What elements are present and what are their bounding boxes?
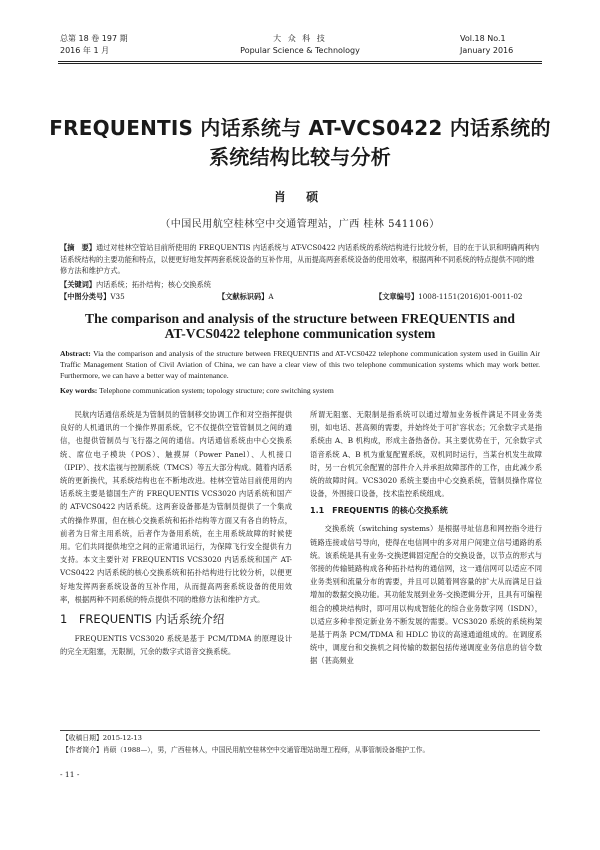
subsection-1-1-heading: 1.1 FREQUENTIS 的核心交换系统 [310, 506, 448, 516]
english-title-line2: AT-VCS0422 telephone communication system [164, 326, 436, 341]
clc-number [60, 292, 125, 302]
doc-code-value: A [268, 292, 274, 301]
doc-code [218, 292, 274, 302]
keywords-en-label: Key words: [60, 386, 98, 395]
keywords-en [60, 385, 540, 396]
author-bio-text: 肖硕（1988—），男，广西桂林人，中国民用航空桂林空中交通管理站助理工程师，从事管制设备维护工作。 [102, 746, 430, 754]
author-affiliation: （中国民用航空桂林空中交通管理站，广西 桂林 541106） [160, 219, 440, 230]
author-bio-label: 【作者简介】 [62, 746, 103, 754]
english-title-line1: The comparison and analysis of the structure between FREQUENTIS and [85, 311, 515, 326]
received-date [62, 733, 142, 744]
redundancy-paragraph: 所谓无阻塞、无限制是指系统可以通过增加业务板件满足不同业务类别，如电话、甚高频的需要，并始终处于可扩容状态；冗余数字式是指系统由 A、B 机构成，形成主备热备份。其主要优势在于，冗余数字式语音系统 A、B 机为重复配置系统，双机同时运行，当某台机发生故障时，另一台机冗余配置的部件介入并承担故障部件的工作，由此减少系统的故障时间。VCS3020 系统主要由中心交换系统，管制员操作席位设备，外围接口设备，技术监控系统组成。 [310, 410, 542, 499]
received-value: 2015-12-13 [102, 734, 142, 742]
author-name: 肖 硕 [273, 190, 327, 204]
author-bio [62, 745, 540, 756]
article-number-label: 【文章编号】 [375, 292, 419, 301]
received-label: 【收稿日期】 [62, 734, 103, 742]
header-rule-thin [58, 63, 542, 64]
section-1-heading: 1 FREQUENTIS 内话系统介绍 [60, 612, 225, 627]
paper-title-line1: FREQUENTIS 内话系统与 AT-VCS0422 内话系统的 [49, 116, 551, 140]
keywords-cn [60, 279, 540, 291]
keywords-en-text: Telephone communication system; topology structure; core switching system [99, 386, 334, 395]
article-number-value: 1008-1151(2016)01-0011-02 [418, 292, 523, 301]
intro-paragraph: 民航内话通信系统是为管制员的管制移交协调工作和对空指挥提供良好的人机通讯的一个操作界面系统，它不仅提供空管管制员之间的通信，也提供管制员与飞行器之间的通信。内话通信系统由中心交换系统、席位电子模块（POS）、触摸屏（Power Panel）、人机接口（IPIP）、技术监视与控制系统（TMCS）等五大部分构成。随着内话系统的更新换代，其系统结构也在不断地改进。桂林空管站目前使用的内话系统主要是德国生产的 FREQUENTIS VCS3020 内话系统和国产的 AT-VCS0422 内话系统。这两套设备都是为管制员提供了一个集成式的操作界面，但在核心交换系统和拓扑结构等方面又有各自的特点，前者为日常主用系统，后者作为备用系统，在主用系统故障的时候使用。它们共同提供地空之间的正常通讯运行，为保障飞行安全提供有力支持。本文主要针对 FREQUENTIS VCS3020 内话系统和国产 AT-VCS0422 内话系统的核心交换系统和拓扑结构进行比较分析，以便更好地发挥两套系统设备的互补作用，从而提高两套系统设备的使用效率，根据两种不同系统的特点提供不同的维修方法和维护方式。 [60, 410, 292, 604]
journal-date: 2016 年 1 月 [60, 46, 110, 55]
article-number [375, 292, 523, 302]
journal-vol-info [460, 33, 540, 57]
keywords-cn-text: 内话系统；拓扑结构；核心交换系统 [95, 280, 211, 289]
page-number: - 11 - [60, 770, 80, 779]
doc-code-label: 【文献标识码】 [218, 292, 269, 301]
journal-month: January 2016 [460, 46, 514, 55]
clc-label: 【中图分类号】 [60, 292, 111, 301]
section-1-paragraph: FREQUENTIS VCS3020 系统是基于 PCM/TDMA 的原理设计的完全无阻塞，无限制，冗余的数字式语音交换系统。 [60, 634, 292, 657]
journal-vol-no: Vol.18 No.1 [460, 34, 506, 43]
abstract-en-label: Abstract: [60, 349, 91, 358]
body-right-column [310, 408, 542, 668]
journal-name-en: Popular Science & Technology [240, 46, 360, 55]
abstract-cn [60, 242, 540, 277]
abstract-en [60, 348, 540, 382]
header-rule [58, 61, 542, 62]
abstract-cn-text: 通过对桂林空管站目前所使用的 FREQUENTIS 内话系统与 AT-VCS0422 内话系统的系统结构进行比较分析，目的在于认识和明确两种内话系统结构的主要功能和特点，以便更好地发挥两套系统设备的互补作用，从而提高两套系统设备的使用效率，根据两种不同系统的特点提供不同的维修方法和维护方式。 [60, 243, 540, 275]
body-left-column [60, 408, 292, 658]
paper-title-line2: 系统结构比较与分析 [209, 145, 391, 169]
english-title [0, 311, 600, 341]
keywords-cn-label: 【关键词】 [60, 280, 96, 289]
footnote-rule [60, 730, 540, 731]
journal-name-cn: 大 众 科 技 [273, 34, 327, 43]
abstract-en-text: Via the comparison and analysis of the structure between FREQUENTIS and AT-VCS0422 telephone communication system used in Guilin Air Traffic Management Station of Civil Aviation of China, we can have a clear view of this two telephone communication systems which may work better. Furthermore, we can have a better way of maintenance. [60, 349, 540, 381]
journal-volume: 总第 18 卷 197 期 [60, 34, 128, 43]
abstract-cn-label: 【摘 要】 [60, 243, 96, 252]
switching-paragraph: 交换系统（switching systems）是根据寻址信息和网控指令进行链路连接或信号导向，使得在电信网中的多对用户间建立信号通路的系统。该系统是具有业务-交换逻辑固定配合的交换设备，以节点的形式与邻接的传输链路构成各种拓扑结构的通信网，这一通信网可以适应不同业务类别和流量分布的需要，并且可以随着网容量的扩大从而满足日益增加的数据交换功能。其功能发展到业务-交换逻辑分开，且具有可编程组合的模块结构时，即可用以构成智能化的综合业务数字网（ISDN），以适应多种非预定新业务不断发展的需要。VCS3020 系统的系统构架是基于两条 PCM/TDMA 和 HDLC 协议的高速通道组成的。在调度系统中，调度台和交换机之间传输的数据包括传递调度业务信息的信令数据（甚高频业 [310, 524, 542, 666]
clc-value: V35 [110, 292, 125, 301]
